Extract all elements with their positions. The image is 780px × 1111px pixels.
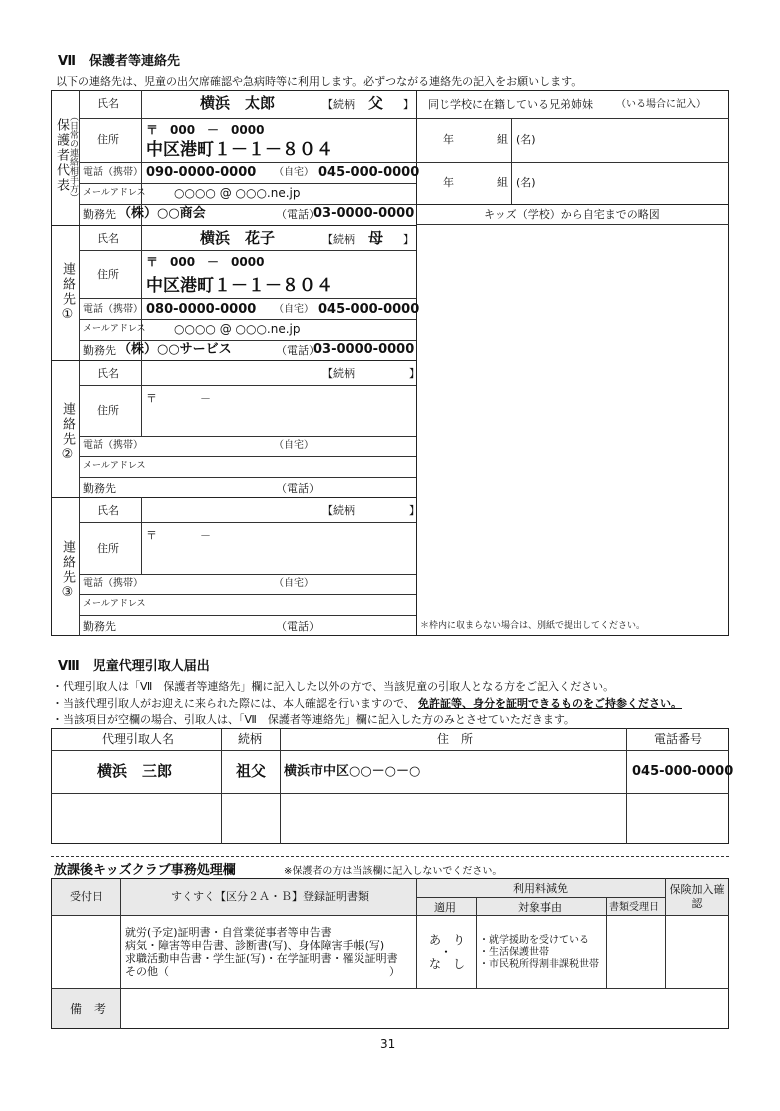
contact2-relation-close: 】 <box>409 367 420 380</box>
section8-bullet-2-emphasis: 免許証等、身分を証明できるものをご持参ください。 <box>418 697 682 710</box>
proxy-header-relation: 続柄 <box>238 732 263 746</box>
contact1-label: 連絡先① <box>60 262 75 324</box>
guardian-relation-close: 】 <box>403 98 414 111</box>
contact1-name: 横浜 花子 <box>200 229 276 247</box>
guardian-home-label: （自宅） <box>274 167 314 178</box>
guardian-relation-open: 【続柄 <box>322 98 355 111</box>
proxy-relation: 祖父 <box>236 762 267 780</box>
proxy-header-address: 住 所 <box>437 732 474 746</box>
map-header: キッズ（学校）から自宅までの略図 <box>484 208 660 221</box>
office-header-target: 対象事由 <box>518 901 562 914</box>
sibling1-name: (名) <box>516 133 536 146</box>
contact2-postal-mark: 〒 <box>146 392 157 405</box>
office-doc-2: 病気・障害等申告書、診断書(写)、身体障害手帳(写) <box>125 939 385 952</box>
contact2-label: 連絡先② <box>60 402 75 464</box>
guardian-work-phone-label: （電話） <box>276 208 320 221</box>
contact2-postal-dash: － <box>200 392 211 405</box>
guardian-work-label: 勤務先 <box>83 208 116 221</box>
proxy-address: 横浜市中区○○－○－○ <box>284 764 421 779</box>
office-target-1: ・就学援助を受けている <box>479 935 589 946</box>
guardian-mobile: 090-0000-0000 <box>146 165 257 180</box>
contact3-relation-close: 】 <box>409 504 420 517</box>
office-note: ※保護者の方は当該欄に記入しないでください。 <box>284 866 503 877</box>
guardian-address: 中区港町１－１－８０４ <box>146 140 333 160</box>
contact2-home-label: （自宅） <box>274 440 314 451</box>
contact3-work-phone-label: （電話） <box>276 620 320 633</box>
contact1-work-phone-label: （電話） <box>276 344 320 357</box>
office-header-docdate: 書類受理日 <box>609 902 659 913</box>
contact2-work-phone-label: （電話） <box>276 482 320 495</box>
guardian-name-label: 氏名 <box>97 97 119 110</box>
office-header-fee: 利用料減免 <box>513 882 568 895</box>
guardian-work-phone: 03-0000-0000 <box>313 206 415 221</box>
contact3-work-label: 勤務先 <box>83 620 116 633</box>
section7-intro: 以下の連絡先は、児童の出欠席確認や急病時等に利用します。必ずつながる連絡先の記入をお願いします。 <box>56 75 583 88</box>
proxy-header-phone: 電話番号 <box>654 732 703 746</box>
contact1-work-label: 勤務先 <box>83 344 116 357</box>
contact1-work: （株）○○サービス <box>118 342 232 357</box>
office-title: 放課後キッズクラブ事務処理欄 <box>54 863 236 878</box>
contact1-address-label: 住所 <box>97 268 119 281</box>
contact2-relation-open: 【続柄 <box>322 367 355 380</box>
office-target-3: ・市民税所得割非課税世帯 <box>479 959 599 970</box>
guardian-email: ○○○○ @ ○○○.ne.jp <box>174 186 301 200</box>
guardian-relation: 父 <box>368 94 384 112</box>
guardian-email-label: メールアドレス <box>83 188 146 198</box>
contact2-name-label: 氏名 <box>97 367 119 380</box>
siblings-header: 同じ学校に在籍している兄弟姉妹 <box>428 98 593 111</box>
office-header-received: 受付日 <box>70 890 103 903</box>
section8-bullet-1: ・代理引取人は「Ⅶ 保護者等連絡先」欄に記入した以外の方で、当該児童の引取人となる方をご記入ください。 <box>52 680 615 693</box>
guardian-sublabel: （日常の連絡相手方） <box>68 112 78 202</box>
proxy-phone: 045-000-0000 <box>632 764 734 779</box>
contact3-name-label: 氏名 <box>97 504 119 517</box>
contact1-home: 045-000-0000 <box>318 302 420 317</box>
section7-title: Ⅶ 保護者等連絡先 <box>58 54 181 69</box>
map-note: ＊枠内に収まらない場合は、別紙で提出してください。 <box>420 621 646 631</box>
contact3-postal-dash: － <box>200 529 211 542</box>
section8-bullet-2: ・当該代理引取人がお迎えに来られた際には、本人確認を行いますので、 <box>52 697 415 710</box>
sibling2-year: 年 <box>443 176 454 189</box>
contact1-relation-close: 】 <box>403 233 414 246</box>
contact2-mobile-label: 電話（携帯） <box>83 440 143 451</box>
office-applicable-sep: ・ <box>440 945 453 959</box>
sibling1-class: 組 <box>497 133 508 146</box>
contact1-work-phone: 03-0000-0000 <box>313 342 415 357</box>
contact1-postal: 〒 000 － 0000 <box>146 255 265 269</box>
office-doc-1: 就労(予定)証明書・自営業従事者等申告書 <box>125 926 332 939</box>
page-number: 31 <box>380 1037 396 1051</box>
contact3-label: 連絡先③ <box>60 540 75 602</box>
office-target-2: ・生活保護世帯 <box>479 947 549 958</box>
contact1-relation: 母 <box>368 229 384 247</box>
office-header-insurance: 保険加入確認 <box>669 883 725 910</box>
guardian-work: （株）○○商会 <box>118 206 206 221</box>
sibling1-year: 年 <box>443 133 454 146</box>
siblings-note: （いる場合に記入） <box>616 99 706 110</box>
proxy-name: 横浜 三郎 <box>97 762 173 780</box>
contact1-mobile: 080-0000-0000 <box>146 302 257 317</box>
guardian-label: 保護者代表 <box>54 118 69 193</box>
contact2-work-label: 勤務先 <box>83 482 116 495</box>
contact2-address-label: 住所 <box>97 404 119 417</box>
guardian-address-label: 住所 <box>97 133 119 146</box>
office-header-docs: すくすく【区分２Ａ・Ｂ】登録証明書類 <box>171 890 369 903</box>
contact3-home-label: （自宅） <box>274 578 314 589</box>
contact1-relation-open: 【続柄 <box>322 233 355 246</box>
office-doc-3: 求職活動申告書・学生証(写)・在学証明書・罹災証明書 <box>125 952 398 965</box>
proxy-header-name: 代理引取人名 <box>102 732 175 746</box>
contact3-address-label: 住所 <box>97 542 119 555</box>
office-doc-4: その他（ ） <box>125 965 400 978</box>
contact3-postal-mark: 〒 <box>146 529 157 542</box>
contact1-name-label: 氏名 <box>97 232 119 245</box>
office-header-applicable: 適用 <box>434 901 456 914</box>
guardian-postal: 〒 000 － 0000 <box>146 123 265 137</box>
map-area[interactable] <box>417 225 728 615</box>
contact1-address: 中区港町１－１－８０４ <box>146 276 333 296</box>
guardian-mobile-label: 電話（携帯） <box>83 167 143 178</box>
contact1-home-label: （自宅） <box>274 304 314 315</box>
guardian-home: 045-000-0000 <box>318 165 420 180</box>
office-remarks-label: 備 考 <box>70 1002 107 1016</box>
section8-title: Ⅷ 児童代理引取人届出 <box>58 659 210 674</box>
contact3-relation-open: 【続柄 <box>322 504 355 517</box>
sibling2-class: 組 <box>497 176 508 189</box>
office-applicable-yes: あ り <box>429 933 466 947</box>
contact3-mobile-label: 電話（携帯） <box>83 578 143 589</box>
contact1-email: ○○○○ @ ○○○.ne.jp <box>174 322 301 336</box>
contact3-email-label: メールアドレス <box>83 599 146 609</box>
guardian-name: 横浜 太郎 <box>200 94 276 112</box>
section8-bullet-3: ・当該項目が空欄の場合、引取人は、「Ⅶ 保護者等連絡先」欄に記入した方のみとさせていただきます。 <box>52 713 575 726</box>
contact2-email-label: メールアドレス <box>83 461 146 471</box>
contact1-mobile-label: 電話（携帯） <box>83 304 143 315</box>
sibling2-name: (名) <box>516 176 536 189</box>
contact1-email-label: メールアドレス <box>83 324 146 334</box>
office-applicable-no: な し <box>429 957 466 971</box>
